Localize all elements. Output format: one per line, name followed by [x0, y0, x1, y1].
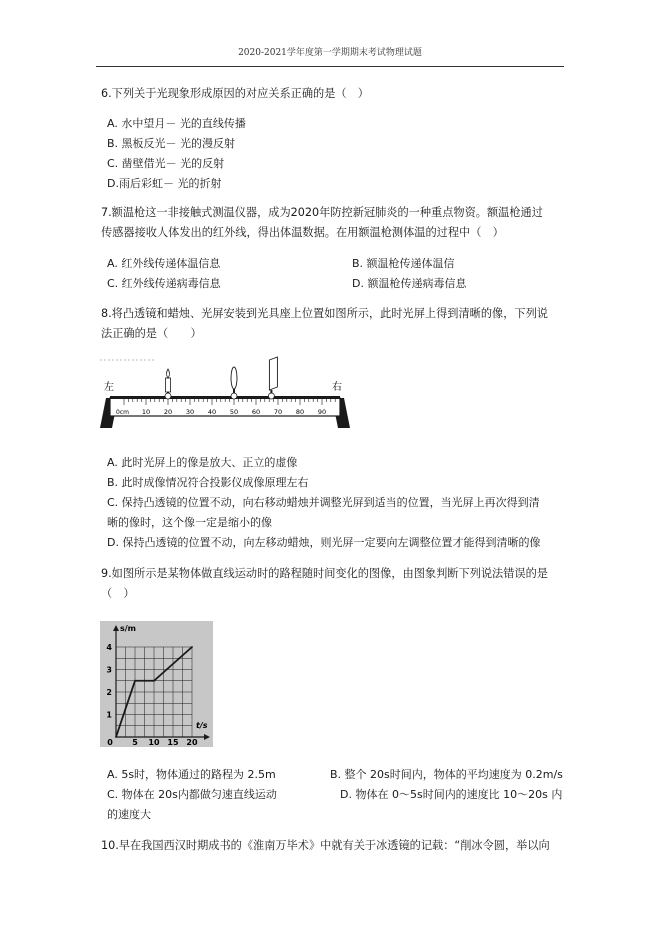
q10-stem: 10.早在我国西汉时期成书的《淮南万毕术》中就有关于冰透镜的记载：“削冰令圆，举以向 — [101, 839, 550, 852]
convex-lens-icon — [231, 367, 237, 399]
q6-option-c[interactable]: C. 凿壁借光－ 光的反射 — [107, 157, 225, 170]
ruler-tick-label: 90 — [317, 408, 327, 416]
q7-stem-line-2: 传感器接收人体发出的红外线，得出体温数据。在用额温枪测体温的过程中（ ） — [101, 226, 504, 239]
q7-option-b[interactable]: B. 额温枪传递体温信 — [352, 257, 455, 270]
q9-stem-line-2: （ ） — [101, 587, 135, 600]
q8-option-c-cont: 晰的像时，这个像一定是缩小的像 — [107, 516, 272, 529]
y-tick-label: 1 — [106, 710, 112, 720]
q9-stem-line-1: 9.如图所示是某物体做直线运动时的路程随时间变化的图像，由图象判断下列说法错误的是 — [101, 567, 548, 580]
x-tick-label: 10 — [148, 738, 160, 747]
ruler-tick-label: 50 — [229, 408, 239, 416]
ruler-tick-label: 70 — [273, 408, 283, 416]
q9-option-b[interactable]: B. 整个 20s时间内，物体的平均速度为 0.2m/s — [330, 768, 563, 781]
x-tick-label: 5 — [132, 738, 138, 747]
x-tick-label: 0 — [107, 738, 113, 747]
q7-option-d[interactable]: D. 额温枪传递病毒信息 — [352, 277, 467, 290]
ruler-tick-label: 20 — [163, 408, 173, 416]
q7-option-c[interactable]: C. 红外线传递病毒信息 — [107, 277, 221, 290]
y-tick-label: 4 — [106, 643, 112, 652]
q7-stem-line-1: 7.额温枪这一非接触式测温仪器，成为2020年防控新冠肺炎的一种重点物资。额温枪通过 — [101, 206, 543, 219]
q8-option-c[interactable]: C. 保持凸透镜的位置不动，向右移动蜡烛并调整光屏到适当的位置，当光屏上再次得到清 — [107, 496, 540, 509]
optical-bench-figure — [96, 350, 356, 435]
x-tick-label: 20 — [186, 738, 198, 747]
q7-option-a[interactable]: A. 红外线传递体温信息 — [107, 257, 221, 270]
ruler-tick-label: 40 — [207, 408, 217, 416]
chart-point — [134, 680, 136, 682]
ruler-tick-label: 30 — [185, 408, 195, 416]
right-label: 右 — [332, 382, 342, 393]
q8-option-d[interactable]: D. 保持凸透镜的位置不动，向左移动蜡烛，则光屏一定要向左调整位置才能得到清晰的像 — [107, 536, 541, 549]
ruler-tick-label: 60 — [251, 408, 261, 416]
q6-option-b[interactable]: B. 黑板反光－ 光的漫反射 — [107, 137, 236, 150]
ruler-tick-label: 10 — [141, 408, 151, 416]
q6-option-d[interactable]: D.雨后彩虹－ 光的折射 — [107, 177, 222, 190]
page-header: 2020-2021学年度第一学期期末考试物理试题 — [96, 40, 564, 67]
chart-xlabel: t/s — [196, 721, 208, 730]
q6-stem: 6.下列关于光现象形成原因的对应关系正确的是（ ） — [101, 87, 369, 100]
q8-stem-line-2: 法正确的是（ ） — [101, 327, 202, 340]
q8-option-b[interactable]: B. 此时成像情况符合投影仪成像原理左右 — [107, 476, 309, 489]
q9-option-d[interactable]: D. 物体在 0～5s时间内的速度比 10～20s 内 — [340, 788, 563, 801]
chart-ylabel: s/m — [120, 624, 137, 633]
light-screen-icon — [268, 357, 277, 399]
q9-option-c[interactable]: C. 物体在 20s内都做匀速直线运动 — [107, 788, 277, 801]
chart-point — [191, 646, 193, 648]
y-tick-label: 2 — [106, 688, 112, 697]
y-tick-label: 3 — [106, 665, 112, 675]
q8-option-a[interactable]: A. 此时光屏上的像是放大、正立的虚像 — [107, 456, 298, 469]
q9-option-d-cont: 的速度大 — [107, 808, 151, 821]
candle-icon — [165, 369, 171, 399]
ruler-tick-label: 80 — [295, 408, 305, 416]
distance-time-chart — [100, 621, 213, 747]
q6-option-a[interactable]: A. 水中望月－ 光的直线传播 — [107, 117, 246, 130]
q9-option-a[interactable]: A. 5s时，物体通过的路程为 2.5m — [107, 768, 276, 781]
q8-stem-line-1: 8.将凸透镜和蜡烛、光屏安装到光具座上位置如图所示，此时光屏上得到清晰的像，下列说 — [101, 307, 548, 320]
chart-point — [115, 736, 117, 738]
chart-point — [153, 680, 155, 682]
ruler-unit-label: 0cm — [116, 409, 129, 416]
left-label: 左 — [104, 382, 114, 393]
ruler-tick-labels — [142, 408, 326, 416]
bench-top-rail — [110, 396, 340, 399]
x-tick-label: 15 — [167, 738, 179, 747]
